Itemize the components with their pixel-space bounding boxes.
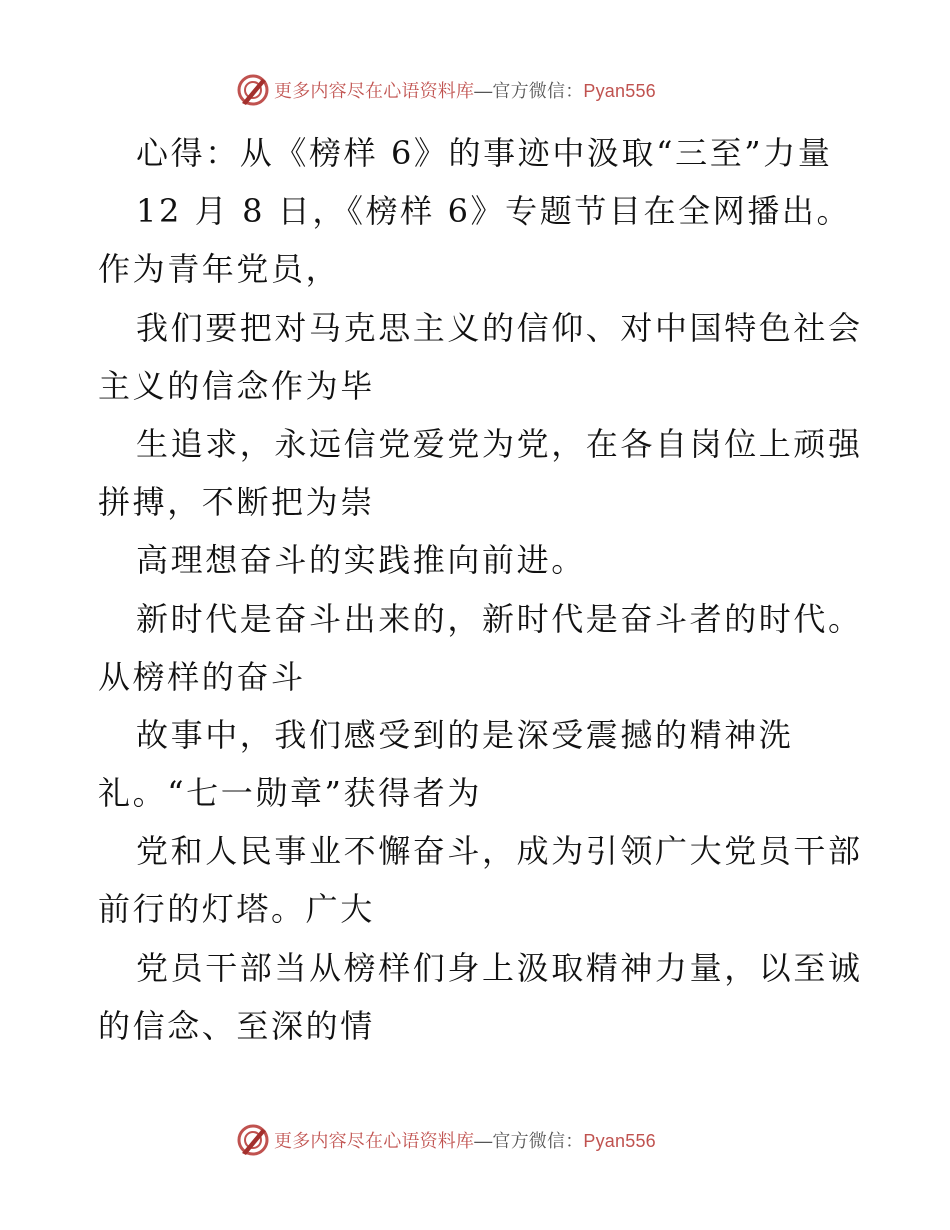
header-banner [236, 72, 716, 108]
footer-banner-text [274, 1127, 656, 1153]
document-title: 心得：从《榜样 6》的事迹中汲取“三至”力量 [136, 134, 833, 172]
paragraph-line: 党和人民事业不懈奋斗，成为引领广大党员干部 [136, 832, 863, 871]
paragraph-line: 故事中，我们感受到的是深受震撼的精神洗 [136, 715, 794, 754]
header-banner-text [274, 77, 656, 103]
quill-logo-icon [236, 1123, 270, 1157]
footer-prefix: 更多内容尽在心语资料库 [274, 1131, 475, 1151]
footer-wechat-label: 官方微信： [492, 1131, 584, 1151]
paragraph-line: 生追求，永远信党爱党为党，在各自岗位上顽强 [136, 424, 863, 463]
paragraph-line: 新时代是奋斗出来的，新时代是奋斗者的时代。 [136, 599, 863, 638]
header-dash: — [474, 81, 493, 101]
paragraph-line: 主义的信念作为毕 [98, 366, 375, 405]
paragraph-line: 的信念、至深的情 [98, 1006, 375, 1045]
paragraph-line: 礼。“七一勋章”获得者为 [98, 774, 482, 813]
header-wechat-id: Pyan556 [583, 81, 656, 101]
paragraph-line: 从榜样的奋斗 [98, 657, 306, 696]
paragraph-line: 作为青年党员， [98, 250, 341, 289]
document-body [98, 124, 863, 1055]
quill-logo-icon [236, 73, 270, 107]
header-wechat-label: 官方微信： [492, 81, 584, 101]
paragraph-line: 拼搏，不断把为崇 [98, 483, 375, 522]
footer-dash: — [474, 1131, 493, 1151]
paragraph-line: 高理想奋斗的实践推向前进。 [136, 541, 586, 580]
paragraph-line: 我们要把对马克思主义的信仰、对中国特色社会 [136, 308, 863, 347]
paragraph-line: 12 月 8 日，《榜样 6》专题节目在全网播出。 [136, 192, 852, 231]
footer-banner [236, 1122, 716, 1158]
header-prefix: 更多内容尽在心语资料库 [274, 81, 475, 101]
paragraph-line: 党员干部当从榜样们身上汲取精神力量，以至诚 [136, 948, 863, 987]
paragraph-line: 前行的灯塔。广大 [98, 890, 375, 929]
footer-wechat-id: Pyan556 [583, 1131, 656, 1151]
